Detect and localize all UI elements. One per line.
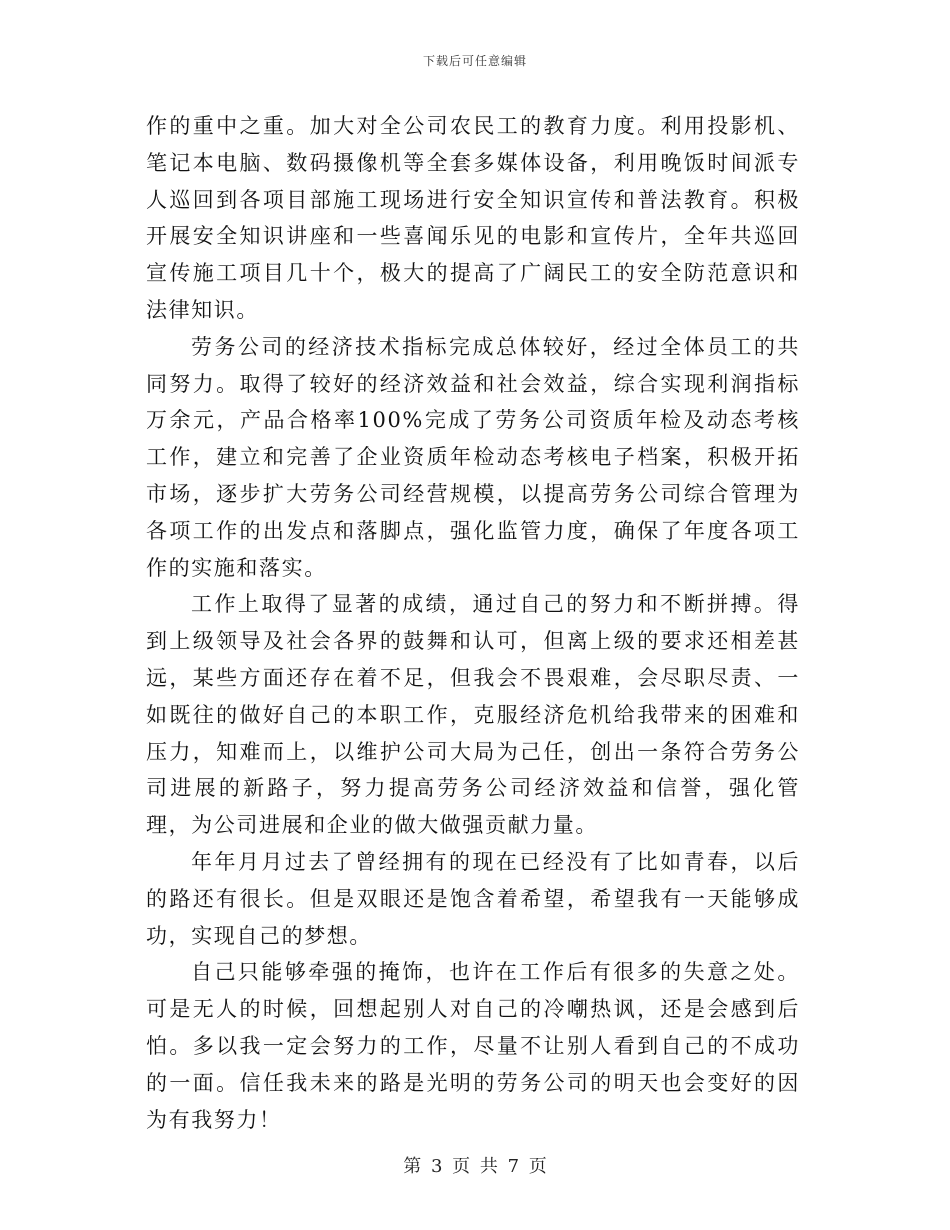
- paragraph-future-outlook: 自己只能够牵强的掩饰，也许在工作后有很多的失意之处。可是无人的时候，回想起别人对自己的冷嘲热讽，还是会感到后怕。多以我一定会努力的工作，尽量不让别人看到自己的不成功的一面。信任我未来的路是光明的劳务公司的明天也会变好的因为有我努力！: [146, 960, 800, 1132]
- page-header: 下载后可任意编辑: [422, 54, 527, 68]
- paragraph-work-achievements: 工作上取得了显著的成绩，通过自己的努力和不断拼搏。得到上级领导及社会各界的鼓舞和认可，但离上级的要求还相差甚远，某些方面还存在着不足，但我会不畏艰难，会尽职尽责、一如既往的做好自己的本职工作，克服经济危机给我带来的困难和压力，知难而上，以维护公司大局为己任，创出一条符合劳务公司进展的新路子，努力提高劳务公司经济效益和信誉，强化管理，为公司进展和企业的做大做强贡献力量。: [146, 592, 800, 838]
- document-body: [146, 108, 800, 1138]
- paragraph-continued: 作的重中之重。加大对全公司农民工的教育力度。利用投影机、笔记本电脑、数码摄像机等全套多媒体设备，利用晚饭时间派专人巡回到各项目部施工现场进行安全知识宣传和普法教育。积极开展安全知识讲座和一些喜闻乐见的电影和宣传片，全年共巡回宣传施工项目几十个，极大的提高了广阔民工的安全防范意识和法律知识。: [146, 114, 800, 322]
- paragraph-economic-indicators: 劳务公司的经济技术指标完成总体较好，经过全体员工的共同努力。取得了较好的经济效益和社会效益，综合实现利润指标万余元，产品合格率100%完成了劳务公司资质年检及动态考核工作，建立和完善了企业资质年检动态考核电子档案，积极开拓市场，逐步扩大劳务公司经营规模，以提高劳务公司综合管理为各项工作的出发点和落脚点，强化监管力度，确保了年度各项工作的实施和落实。: [146, 334, 800, 580]
- page-number-footer: 第 3 页 共 7 页: [403, 1156, 547, 1177]
- paragraph-years-passing: 年年月月过去了曾经拥有的现在已经没有了比如青春，以后的路还有很长。但是双眼还是饱含着希望，希望我有一天能够成功，实现自己的梦想。: [146, 849, 800, 948]
